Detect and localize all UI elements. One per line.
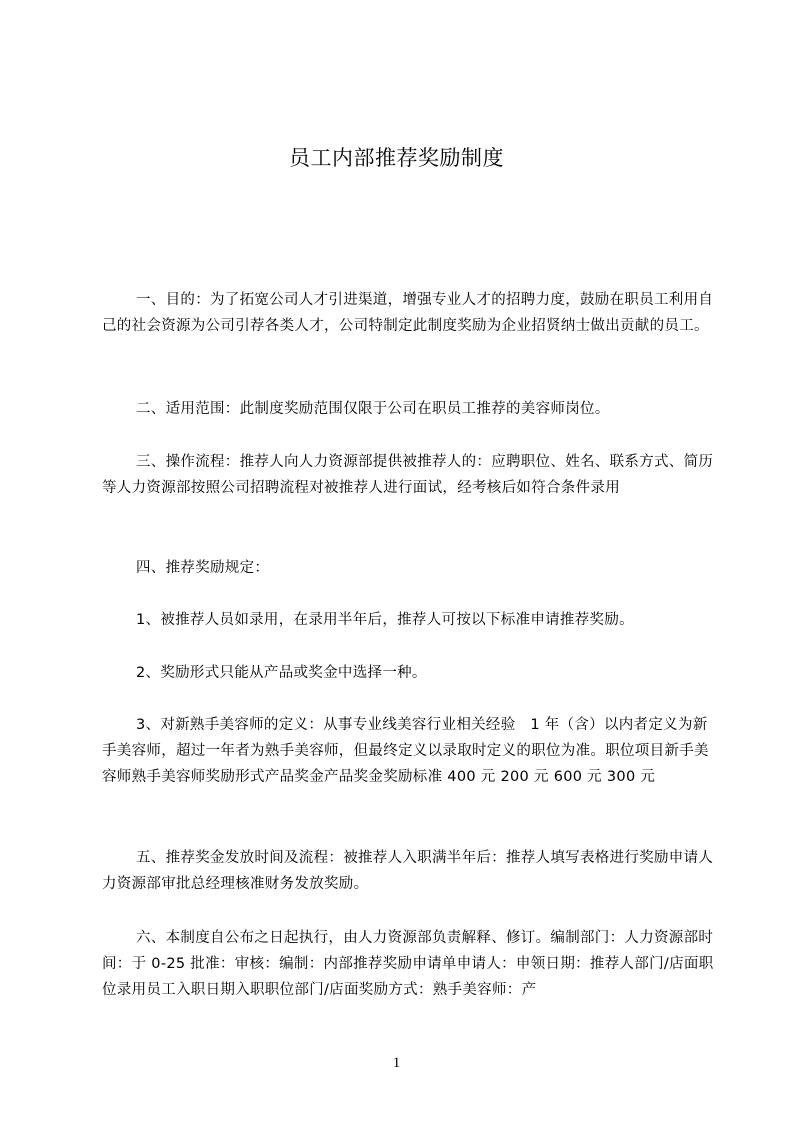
paragraph-rule-3: 3、对新熟手美容师的定义：从事专业线美容行业相关经验 1 年（含）以内者定义为新手美容师，超过一年者为熟手美容师，但最终定义以录取时定义的职位为准。职位项目新手美容师熟手美容师奖励形式产品奖金产品奖金奖励标准 400 元 200 元 600 元 300 元 [102,717,709,785]
paragraph-reward-rules-heading: 四、推荐奖励规定： [136,560,270,576]
paragraph-scope: 二、适用范围：此制度奖励范围仅限于公司在职员工推荐的美容师岗位。 [136,401,610,417]
paragraph-rule-1: 1、被推荐人员如录用，在录用半年后，推荐人可按以下标准申请推荐奖励。 [136,612,634,628]
document-title: 员工内部推荐奖励制度 [289,146,504,170]
page-number: 1 [392,1055,401,1071]
paragraph-rule-2: 2、奖励形式只能从产品或奖金中选择一种。 [136,665,427,681]
paragraph-procedure: 三、操作流程：推荐人向人力资源部提供被推荐人的：应聘职位、姓名、联系方式、简历等人力资源部按照公司招聘流程对被推荐人进行面试，经考核后如符合条件录用 [102,454,714,496]
paragraph-effective-date: 六、本制度自公布之日起执行，由人力资源部负责解释、修订。编制部门：人力资源部时间：于 0-25 批准：审核：编制：内部推荐奖励申请单申请人：申领日期：推荐人部门/店面职位录用员工入职日期入职职位部门/店面奖励方式：熟手美容师：产 [102,930,714,998]
paragraph-purpose: 一、目的：为了拓宽公司人才引进渠道，增强专业人才的招聘力度，鼓励在职员工利用自己的社会资源为公司引荐各类人才，公司特制定此制度奖励为企业招贤纳士做出贡献的员工。 [102,292,714,334]
paragraph-payout-process: 五、推荐奖金发放时间及流程：被推荐人入职满半年后：推荐人填写表格进行奖励申请人力资源部审批总经理核准财务发放奖励。 [102,850,714,892]
